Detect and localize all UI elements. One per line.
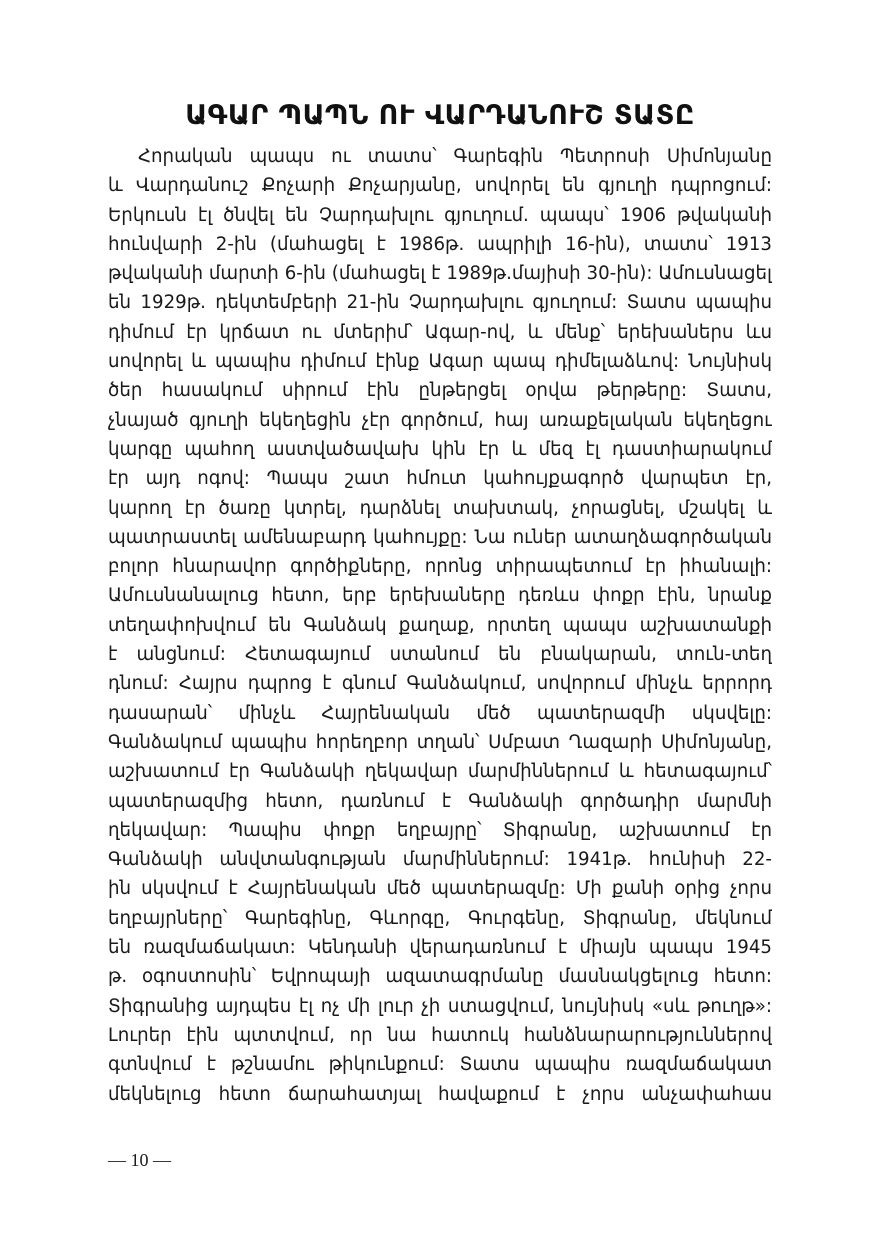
text-line: Գանձակում պապիս հորեղբոր տղան՝ Սմբատ Ղազարի Սիմոնյանը,	[108, 731, 772, 753]
text-line: հունվարի 2-ին (մահացել է 1986թ. ապրիլի 16-ին), տատս՝ 1913	[108, 233, 772, 255]
text-line: ղեկավար: Պապիս փոքր եղբայրը՝ Տիգրանը, աշխատում էր	[108, 819, 772, 841]
text-line: աշխատում էր Գանձակի ղեկավար մարմիններում և հետագայում՝	[108, 761, 772, 783]
text-line: Ամուսնանալուց հետո, երբ երեխաները դեռևս փոքր էին, նրանք	[108, 585, 772, 607]
text-line: ին սկսվում է Հայրենական մեծ պատերազմը: Մի քանի օրից չորս	[108, 878, 772, 900]
text-line: գտնվում է թշնամու թիկունքում: Տատս պապիս ռազմաճակատ	[108, 1054, 772, 1076]
text-line: պատրաստել ամենաբարդ կահույքը: Նա ուներ ատաղձագործական	[108, 526, 772, 548]
text-line: են 1929թ. դեկտեմբերի 21-ին Չարդախլու գյուղում: Տատս պապիս	[108, 292, 772, 314]
text-line: են ռազմաճակատ: Կենդանի վերադառնում է միայն պապս 1945	[108, 937, 772, 959]
text-line: բոլոր հնարավոր գործիքները, որոնց տիրապետում էր իհանալի:	[108, 556, 772, 578]
page-content	[108, 96, 772, 1109]
text-line: եղբայրները՝ Գարեգինը, Գևորգը, Գուրգենը, Տիգրանը, մեկնում	[108, 907, 772, 929]
text-line: դասարան՝ մինչև Հայրենական մեծ պատերազմի սկսվելը:	[108, 702, 772, 724]
text-line: չնայած գյուղի եկեղեցին չէր գործում, հայ առաքելական եկեղեցու	[108, 409, 772, 431]
text-line: կարգը պահող աստվածավախ կին էր և մեզ էլ դաստիարակում	[108, 438, 772, 460]
text-line: Լուրեր էին պտտվում, որ նա հատուկ հանձնարարություններով	[108, 1024, 772, 1046]
text-line: և Վարդանուշ Քոչարի Քոչարյանը, սովորել են գյուղի դպրոցում:	[108, 175, 772, 197]
text-line: է անցնում: Հետագայում ստանում են բնակարան, տուն-տեղ	[108, 644, 772, 666]
text-line: պատերազմից հետո, դառնում է Գանձակի գործադիր մարմնի	[108, 790, 772, 812]
text-line: Երկուսն էլ ծնվել են Չարդախլու գյուղում. պապս՝ 1906 թվականի	[108, 204, 772, 226]
page-number: — 10 —	[108, 1150, 171, 1170]
text-line: դիմում էր կրճատ ու մտերիմ՝ Ագար-ով, և մենք՝ երեխաներս ևս	[108, 321, 772, 343]
text-line: ծեր հասակում սիրում էին ընթերցել օրվա թերթերը: Տատս,	[108, 380, 772, 402]
chapter-title: ԱԳԱՐ ՊԱՊՆ ՈՒ ՎԱՐԴԱՆՈՒՇ ՏԱՏԸ	[185, 100, 695, 131]
text-line: էր այդ ոգով: Պապս շատ հմուտ կահույքագործ վարպետ էր,	[108, 468, 772, 490]
text-line: թվականի մարտի 6-ին (մահացել է 1989թ.մայիսի 30-ին): Ամուսնացել	[108, 263, 772, 285]
text-line: Գանձակի անվտանգության մարմիններում: 1941թ. հունիսի 22-	[108, 849, 772, 871]
text-line: դնում: Հայրս դպրոց է գնում Գանձակում, սովորում մինչև երրորդ	[108, 673, 772, 695]
text-line: Տիգրանից այդպես էլ ոչ մի լուր չի ստացվում, նույնիսկ «սև թուղթ»:	[108, 995, 772, 1017]
body-text	[108, 142, 772, 1109]
text-line: մեկնելուց հետո ճարահատյալ հավաքում է չորս անչափահաս	[108, 1083, 772, 1105]
text-line: տեղափոխվում են Գանձակ քաղաք, որտեղ պապս աշխատանքի	[108, 614, 772, 636]
text-line: թ. օգոստոսին՝ Եվրոպայի ազատագրմանը մասնակցելուց հետո:	[108, 966, 772, 988]
text-line: սովորել և պապիս դիմում էինք Ագար պապ դիմելաձևով: Նույնիսկ	[108, 351, 772, 373]
text-line: Հորական պապս ու տատս՝ Գարեգին Պետրոսի Սիմոնյանը	[138, 146, 772, 167]
text-line: կարող էր ծառը կտրել, դարձնել տախտակ, չորացնել, մշակել և	[108, 497, 772, 519]
